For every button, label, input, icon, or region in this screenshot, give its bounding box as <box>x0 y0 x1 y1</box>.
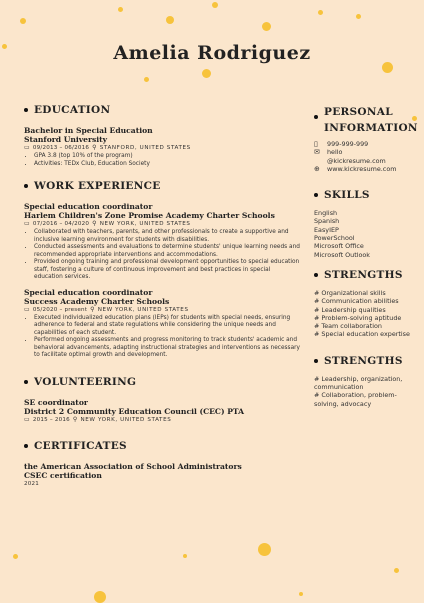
job-bullets <box>24 315 300 360</box>
list-item: • Provided ongoing training and professional development opportunities to special education staff, fostering a culture of continuous improvement and best practices in special education services. <box>34 259 300 282</box>
bullet-dot-icon <box>24 444 28 448</box>
strengths-section <box>314 355 414 408</box>
job-role: Special education coordinator <box>24 202 153 211</box>
education-bullets <box>24 153 300 168</box>
job-company: Success Academy Charter Schools <box>24 296 170 306</box>
decor-dot <box>299 592 303 596</box>
decor-dot <box>212 2 218 8</box>
list-item: • Conducted assessments and evaluations to determine students' unique learning needs and recommended appropriate interventions and accommodations. <box>34 244 300 259</box>
email-line2: @kickresume.com <box>327 156 386 165</box>
calendar-icon: ▭ <box>24 144 30 151</box>
job-entry <box>24 202 300 282</box>
location-pin-icon: ⚲ <box>72 415 78 423</box>
education-section <box>24 104 300 168</box>
bullet-dot-icon <box>314 273 318 277</box>
job-dates: 07/2016 – 04/2020 <box>32 221 90 227</box>
certificate-name: CSEC certification <box>24 470 102 480</box>
decor-dot <box>183 554 187 558</box>
list-item: # Team collaboration <box>314 322 382 331</box>
list-item: # Collaboration, problem-solving, advocacy <box>314 391 397 408</box>
section-title <box>314 355 414 367</box>
list-item: # Problem-solving aptitude <box>314 313 402 322</box>
section-title <box>314 189 414 201</box>
experience-title: WORK EXPERIENCE <box>34 180 161 192</box>
list-item: # Special education expertise <box>314 330 410 339</box>
decor-dot <box>118 7 123 12</box>
skills-title: SKILLS <box>324 189 370 202</box>
list-item: • Executed individualized education plans (IEPs) for students with special needs, ensuring adherence to federal and state regulations while considering the unique needs and capabilities of each student. <box>34 315 300 338</box>
location-pin-icon: ⚲ <box>92 220 97 227</box>
list-item: # Leadership, organization, communication <box>314 374 403 392</box>
list-item: • Activities: TEDx Club, Education Society <box>34 161 300 169</box>
list-item: # Leadership qualities <box>314 305 386 314</box>
bullet-dot-icon <box>314 193 318 197</box>
decor-dot <box>318 10 323 15</box>
volunteer-location: NEW YORK, UNITED STATES <box>80 416 172 423</box>
left-column <box>24 104 300 488</box>
list-item: PowerSchool <box>314 234 355 243</box>
degree: Bachelor in Special Education <box>24 126 153 135</box>
strengths-list <box>314 289 414 339</box>
section-title <box>24 104 300 116</box>
email-line1: hello <box>327 148 343 157</box>
phone-number[interactable]: 999-999-999 <box>327 140 369 148</box>
calendar-icon: ▭ <box>24 305 30 313</box>
list-item: English <box>314 209 338 218</box>
globe-icon: ⊕ <box>314 164 320 173</box>
school: Stanford University <box>24 135 108 144</box>
bullet-dot-icon <box>314 359 318 363</box>
bullet-dot-icon <box>314 115 318 119</box>
strengths-section <box>314 269 414 339</box>
section-title <box>24 180 300 192</box>
job-bullets <box>24 229 300 282</box>
web-row <box>314 165 414 173</box>
candidate-name: Amelia Rodriguez <box>113 42 311 64</box>
section-title <box>24 440 300 452</box>
bullet-dot-icon <box>24 184 28 188</box>
strengths-list <box>314 375 414 408</box>
certificate-year: 2021 <box>24 480 40 487</box>
list-item: Microsoft Office <box>314 242 364 251</box>
job-location: NEW YORK, UNITED STATES <box>99 221 191 227</box>
volunteer-org: District 2 Community Education Council (CEC) PTA <box>24 406 245 416</box>
volunteer-dates: 2015 – 2016 <box>32 416 70 423</box>
section-title <box>314 104 418 136</box>
certificates-title: CERTIFICATES <box>34 439 127 452</box>
section-title <box>314 269 414 281</box>
bullet-dot-icon <box>24 380 28 384</box>
decor-dot <box>394 568 399 573</box>
volunteering-title: VOLUNTEERING <box>34 375 137 388</box>
decor-dot <box>94 591 106 603</box>
list-item: • Collaborated with teachers, parents, and other professionals to create a supportive and inclusive learning environment for students with disabilities. <box>34 229 300 244</box>
location-pin-icon: ⚲ <box>90 305 95 313</box>
decor-dot <box>144 77 149 82</box>
section-title <box>24 376 300 388</box>
website-link[interactable]: www.kickresume.com <box>327 164 397 173</box>
education-location: STANFORD, UNITED STATES <box>99 145 191 151</box>
list-item: • Performed ongoing assessments and progress monitoring to track students' academic and behavioral advancements, adapting instructional strategies and interventions as necessary to facilitate optimal growth and development. <box>34 337 300 360</box>
personal-title-line2: INFORMATION <box>324 122 418 134</box>
phone-icon: ▯ <box>314 140 318 148</box>
calendar-icon: ▭ <box>24 220 30 227</box>
calendar-icon: ▭ <box>24 415 30 423</box>
list-item: Microsoft Outlook <box>314 250 370 259</box>
list-item: EasyIEP <box>314 225 339 234</box>
experience-section <box>24 180 300 360</box>
personal-section <box>314 104 418 173</box>
list-item: # Communication abilities <box>314 297 399 306</box>
location-pin-icon: ⚲ <box>92 144 97 151</box>
phone-row <box>314 140 414 148</box>
job-meta <box>24 220 300 228</box>
list-item: # Organizational skills <box>314 288 386 297</box>
volunteer-meta <box>24 416 300 424</box>
decor-dot <box>20 18 26 24</box>
volunteer-role: SE coordinator <box>24 397 88 407</box>
education-meta <box>24 144 300 152</box>
skills-list <box>314 209 414 259</box>
strengths-title: STRENGTHS <box>324 268 403 281</box>
decor-dot <box>202 69 211 78</box>
certificate-org: the American Association of School Administrators <box>24 461 242 471</box>
decor-dot <box>356 14 361 19</box>
bullet-dot-icon <box>24 108 28 112</box>
education-dates: 09/2013 – 06/2016 <box>32 145 90 151</box>
decor-dot <box>13 554 18 559</box>
volunteering-section <box>24 376 300 424</box>
skills-section <box>314 189 414 259</box>
email-row <box>314 148 414 165</box>
job-meta <box>24 306 300 314</box>
job-dates: 05/2020 – present <box>32 306 88 313</box>
right-column <box>314 104 418 408</box>
job-company: Harlem Children's Zone Promise Academy Charter Schools <box>24 211 275 220</box>
job-role: Special education coordinator <box>24 287 153 297</box>
decor-dot <box>166 16 174 24</box>
decor-dot <box>258 543 271 556</box>
decor-dot <box>262 22 271 31</box>
list-item: • GPA 3.8 (top 10% of the program) <box>34 153 300 161</box>
email-icon: ✉ <box>314 148 320 157</box>
job-entry <box>24 288 300 360</box>
email-address[interactable] <box>327 148 386 165</box>
certificates-section <box>24 440 300 488</box>
education-title: EDUCATION <box>34 104 111 116</box>
strengths-title: STRENGTHS <box>324 354 403 367</box>
personal-title-line1: PERSONAL <box>324 106 393 118</box>
list-item: Spanish <box>314 217 340 226</box>
job-location: NEW YORK, UNITED STATES <box>97 306 189 313</box>
